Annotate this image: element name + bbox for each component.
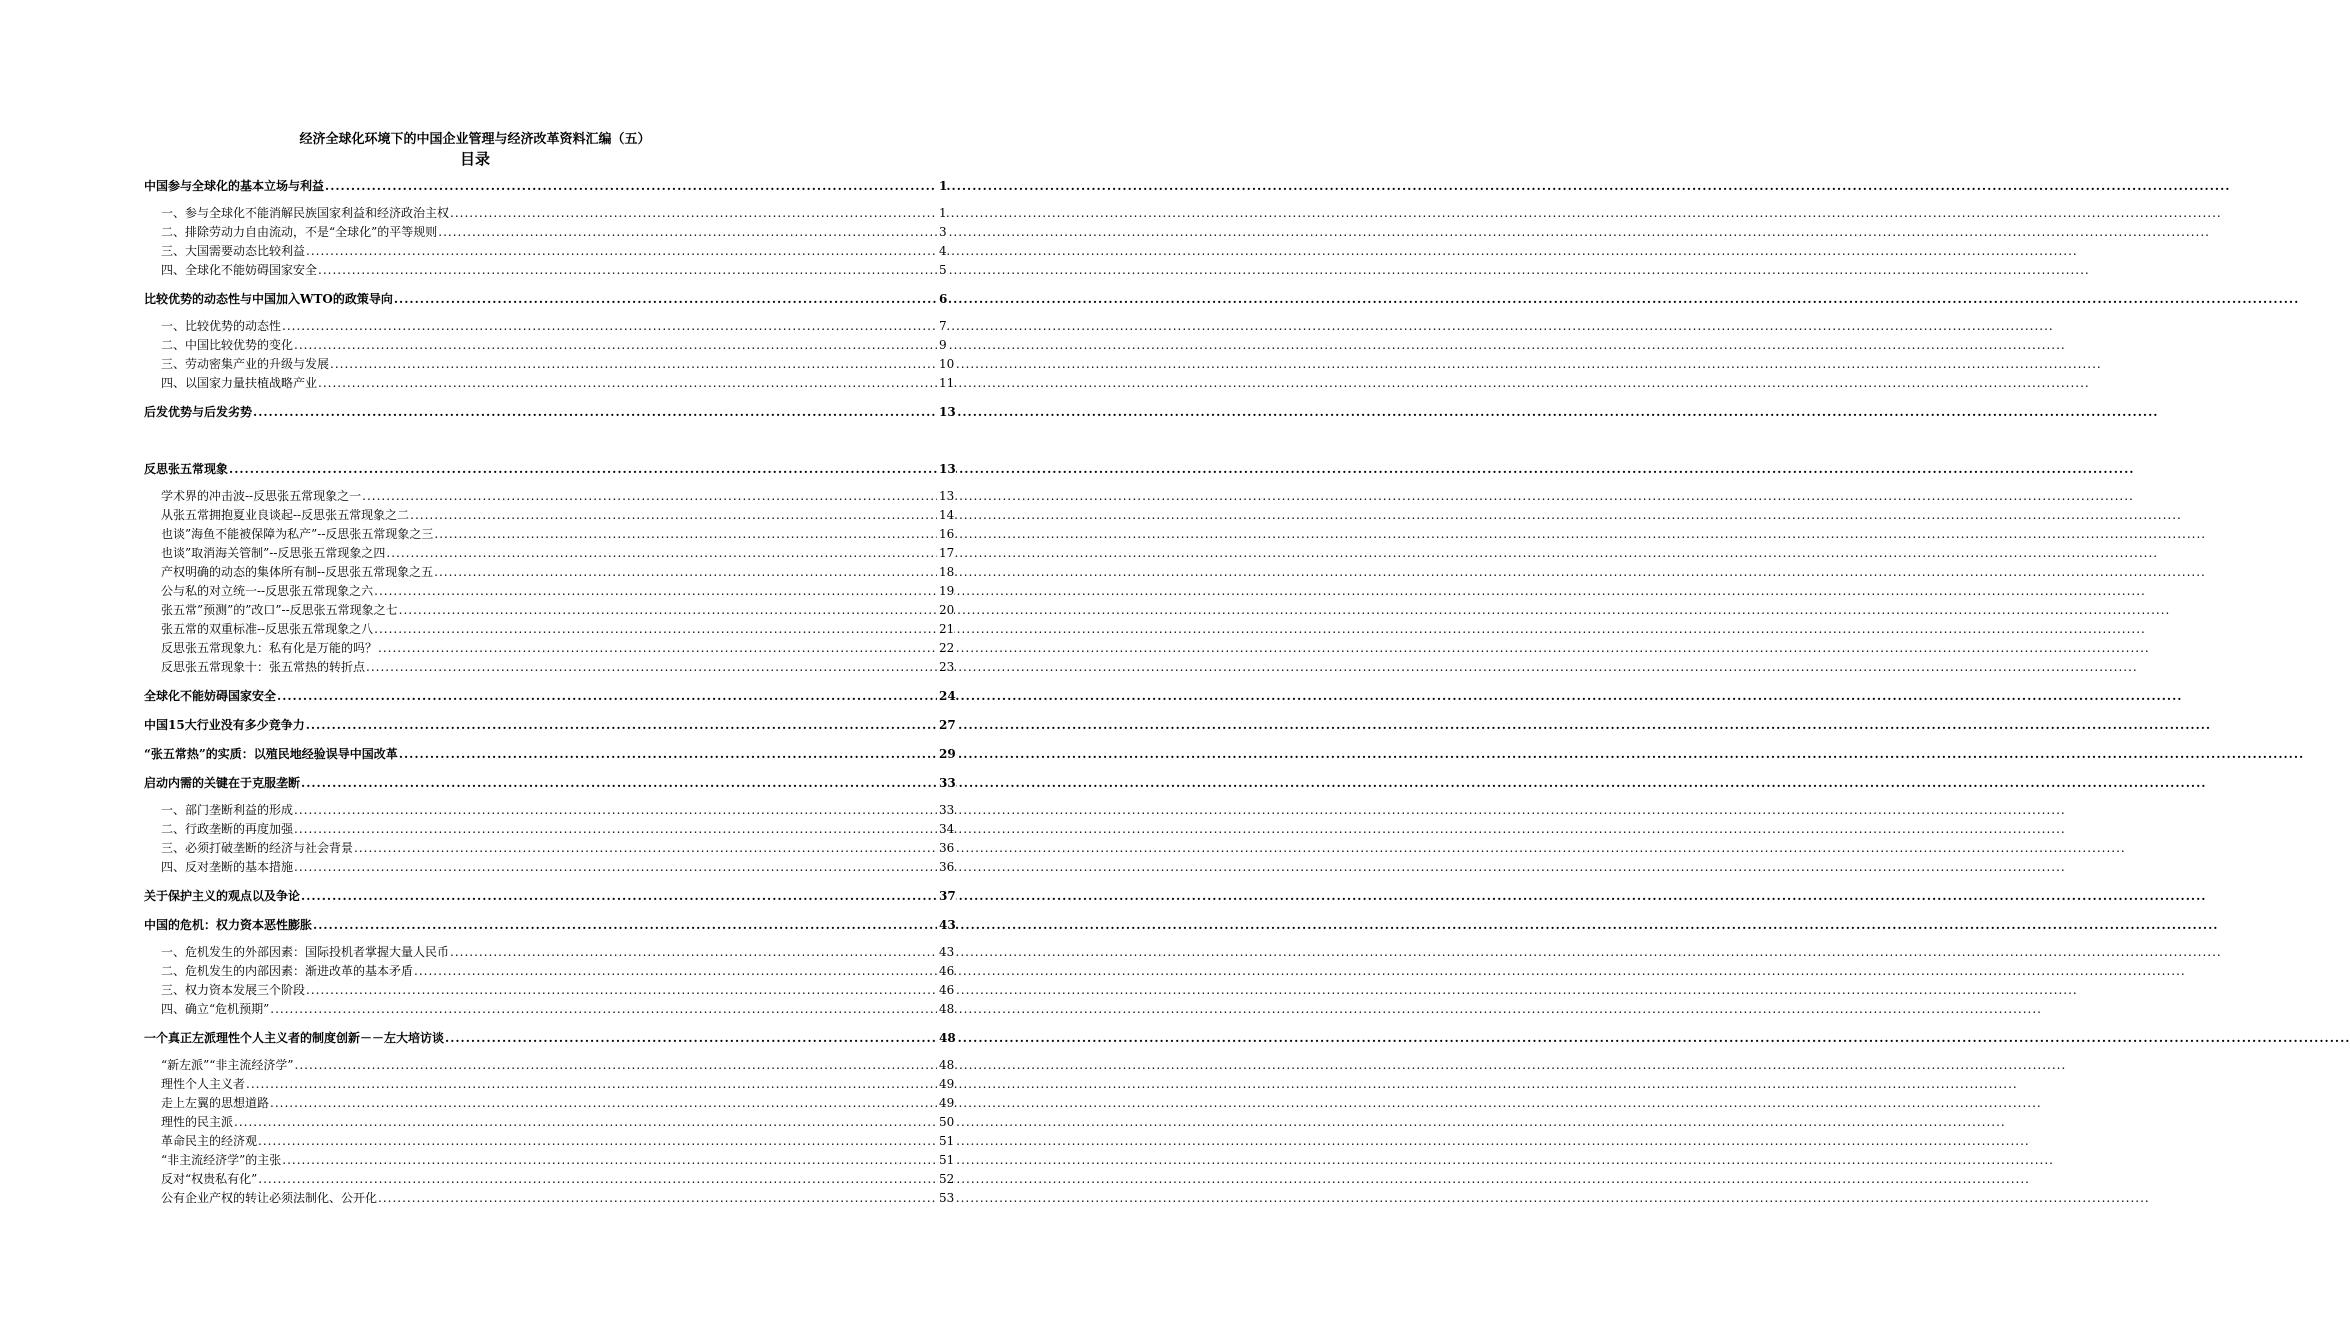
toc-page-number: 53 xyxy=(937,1189,954,1208)
toc-dot-leader xyxy=(294,801,2066,820)
toc-page-number: 29 xyxy=(937,745,956,764)
toc-page-number: 51 xyxy=(937,1151,954,1170)
toc-entry-label: 一个真正左派理性个人主义者的制度创新－－左大培访谈 xyxy=(144,1031,445,1045)
toc-section-entry[interactable] xyxy=(144,204,1004,223)
toc-page-number: 13 xyxy=(937,403,956,422)
toc-dot-leader xyxy=(399,601,2171,620)
toc-section-entry[interactable] xyxy=(144,261,1004,280)
toc-dot-leader xyxy=(234,1113,2006,1132)
toc-dot-leader xyxy=(294,820,2066,839)
toc-section-entry[interactable] xyxy=(144,355,1004,374)
toc-entry-label: 比较优势的动态性与中国加入WTO的政策导向 xyxy=(144,292,393,306)
toc-dot-leader xyxy=(306,981,2078,1000)
toc-section-entry[interactable] xyxy=(144,801,1004,820)
toc-chapter-entry[interactable] xyxy=(144,916,1004,935)
toc-page-number: 22 xyxy=(937,639,954,658)
toc-page-number: 33 xyxy=(937,774,956,793)
toc-page-number: 1 xyxy=(937,177,947,196)
toc-entry-label: 二、排除劳动力自由流动，不是“全球化”的平等规则 xyxy=(161,225,438,239)
toc-page-number: 49 xyxy=(937,1075,954,1094)
toc-entry-label: 中国的危机：权力资本恶性膨胀 xyxy=(144,918,313,932)
toc-section-entry[interactable] xyxy=(144,639,1004,658)
toc-section-entry[interactable] xyxy=(144,1094,1004,1113)
toc-section-entry[interactable] xyxy=(144,658,1004,677)
toc-entry-label: 三、劳动密集产业的升级与发展 xyxy=(161,357,330,371)
toc-page-number: 21 xyxy=(937,620,954,639)
toc-entry-label: 四、以国家力量扶植战略产业 xyxy=(161,376,318,390)
toc-page-number: 16 xyxy=(937,525,954,544)
toc-entry-label: “新左派”“非主流经济学” xyxy=(161,1058,294,1072)
toc-dot-leader xyxy=(362,487,2134,506)
toc-page-number: 18 xyxy=(937,563,954,582)
toc-section-entry[interactable] xyxy=(144,943,1004,962)
toc-dot-leader xyxy=(270,1000,2042,1019)
toc-section-entry[interactable] xyxy=(144,1113,1004,1132)
toc-page-number: 48 xyxy=(937,1056,954,1075)
toc-page-number: 13 xyxy=(937,487,954,506)
toc-dot-leader xyxy=(374,620,2146,639)
toc-entry-label: 四、反对垄断的基本措施 xyxy=(161,860,294,874)
toc-dot-leader xyxy=(282,1151,2054,1170)
toc-entry-label: 四、全球化不能妨碍国家安全 xyxy=(161,263,318,277)
toc-page-number: 36 xyxy=(937,839,954,858)
toc-dot-leader xyxy=(434,563,2206,582)
toc-chapter-entry[interactable] xyxy=(144,687,1004,706)
toc-dot-leader xyxy=(386,544,2158,563)
toc-section-entry[interactable] xyxy=(144,544,1004,563)
toc-entry-label: 关于保护主义的观点以及争论 xyxy=(144,889,301,903)
toc-entry-label: 一、部门垄断利益的形成 xyxy=(161,803,294,817)
toc-entry-label: 公有企业产权的转让必须法制化、公开化 xyxy=(161,1191,378,1205)
toc-dot-leader xyxy=(318,261,2090,280)
toc-chapter-entry[interactable] xyxy=(144,403,1004,422)
toc-dot-leader xyxy=(325,177,2230,196)
toc-dot-leader xyxy=(301,774,2206,793)
toc-page-number: 51 xyxy=(937,1132,954,1151)
toc-dot-leader xyxy=(378,1189,2150,1208)
toc-dot-leader xyxy=(306,716,2211,735)
toc-entry-label: 理性的民主派 xyxy=(161,1115,234,1129)
toc-dot-leader xyxy=(294,336,2066,355)
toc-entry-label: 走上左翼的思想道路 xyxy=(161,1096,270,1110)
toc-section-entry[interactable] xyxy=(144,506,1004,525)
toc-page-number: 6 xyxy=(937,290,947,309)
toc-dot-leader xyxy=(378,639,2150,658)
toc-section-entry[interactable] xyxy=(144,1056,1004,1075)
toc-entry-label: 理性个人主义者 xyxy=(161,1077,246,1091)
toc-dot-leader xyxy=(434,525,2206,544)
toc-page-number: 27 xyxy=(937,716,956,735)
toc-page-number: 34 xyxy=(937,820,954,839)
toc-section-entry[interactable] xyxy=(144,1151,1004,1170)
toc-chapter-entry[interactable] xyxy=(144,460,1004,479)
toc-page-number: 50 xyxy=(937,1113,954,1132)
toc-section-entry[interactable] xyxy=(144,1132,1004,1151)
toc-page-number: 3 xyxy=(937,223,947,242)
toc-entry-label: 张五常”预测”的”改口”--反思张五常现象之七 xyxy=(161,603,398,617)
toc-dot-leader xyxy=(295,1056,2067,1075)
toc-dot-leader xyxy=(313,916,2218,935)
toc-chapter-entry[interactable] xyxy=(144,1029,1004,1048)
toc-page-number: 37 xyxy=(937,887,956,906)
toc-entry-label: 三、大国需要动态比较利益 xyxy=(161,244,306,258)
toc-dot-leader xyxy=(410,506,2182,525)
toc-entry-label: 四、确立“危机预期” xyxy=(161,1002,270,1016)
toc-dot-leader xyxy=(306,242,2078,261)
toc-dot-leader xyxy=(366,658,2138,677)
toc-entry-label: 启动内需的关键在于克服垄断 xyxy=(144,776,301,790)
toc-entry-label: 一、参与全球化不能消解民族国家利益和经济政治主权 xyxy=(161,206,450,220)
toc-page-number: 10 xyxy=(937,355,954,374)
toc-entry-label: 反思张五常现象十：张五常热的转折点 xyxy=(161,660,366,674)
toc-dot-leader xyxy=(253,403,2158,422)
toc-dot-leader xyxy=(229,460,2134,479)
toc-entry-label: “张五常热”的实质：以殖民地经验误导中国改革 xyxy=(144,747,398,761)
toc-section-entry[interactable] xyxy=(144,242,1004,261)
toc-chapter-entry[interactable] xyxy=(144,887,1004,906)
toc-entry-label: 反对“权贵私有化” xyxy=(161,1172,258,1186)
toc-page-number: 48 xyxy=(937,1029,956,1048)
toc-page-number: 14 xyxy=(937,506,954,525)
toc-entry-label: 也谈”海鱼不能被保障为私产”--反思张五常现象之三 xyxy=(161,527,434,541)
toc-entry-label: 一、危机发生的外部因素：国际投机者掌握大量人民币 xyxy=(161,945,450,959)
toc-page-number: 7 xyxy=(937,317,947,336)
toc-section-entry[interactable] xyxy=(144,601,1004,620)
toc-entry-label: 全球化不能妨碍国家安全 xyxy=(144,689,277,703)
document-title: 经济全球化环境下的中国企业管理与经济改革资料汇编（五） xyxy=(299,132,651,147)
toc-chapter-entry[interactable] xyxy=(144,290,1004,309)
toc-section-entry[interactable] xyxy=(144,487,1004,506)
toc-heading: 目录 xyxy=(459,150,490,168)
toc-section-entry[interactable] xyxy=(144,1075,1004,1094)
toc-dot-leader xyxy=(258,1132,2030,1151)
toc-dot-leader xyxy=(294,858,2066,877)
toc-section-entry[interactable] xyxy=(144,525,1004,544)
toc-chapter-entry[interactable] xyxy=(144,774,1004,793)
toc-dot-leader xyxy=(277,687,2182,706)
toc-dot-leader xyxy=(282,317,2054,336)
toc-page-number: 23 xyxy=(937,658,954,677)
toc-page-number: 43 xyxy=(937,943,954,962)
toc-page-number: 52 xyxy=(937,1170,954,1189)
toc-page-number: 24 xyxy=(937,687,956,706)
toc-dot-leader xyxy=(450,204,2222,223)
toc-section-entry[interactable] xyxy=(144,620,1004,639)
toc-page-number: 48 xyxy=(937,1000,954,1019)
toc-entry-label: “非主流经济学”的主张 xyxy=(161,1153,282,1167)
toc-page-number: 49 xyxy=(937,1094,954,1113)
toc-entry-label: 后发优势与后发劣势 xyxy=(144,405,253,419)
toc-page-number: 1 xyxy=(937,204,947,223)
toc-entry-label: 学术界的冲击波--反思张五常现象之一 xyxy=(161,489,362,503)
toc-entry-label: 中国15大行业没有多少竞争力 xyxy=(144,718,305,732)
toc-dot-leader xyxy=(258,1170,2030,1189)
toc-page-number: 20 xyxy=(937,601,954,620)
toc-dot-leader xyxy=(394,290,2299,309)
toc-page-number: 46 xyxy=(937,962,954,981)
toc-dot-leader xyxy=(301,887,2206,906)
toc-entry-label: 三、必须打破垄断的经济与社会背景 xyxy=(161,841,354,855)
toc-entry-label: 反思张五常现象九：私有化是万能的吗？ xyxy=(161,641,378,655)
table-of-contents xyxy=(144,177,1004,1208)
toc-dot-leader xyxy=(270,1094,2042,1113)
toc-section-entry[interactable] xyxy=(144,1189,1004,1208)
toc-entry-label: 反思张五常现象 xyxy=(144,462,229,476)
toc-entry-label: 张五常的双重标准--反思张五常现象之八 xyxy=(161,622,374,636)
toc-section-entry[interactable] xyxy=(144,223,1004,242)
toc-chapter-entry[interactable] xyxy=(144,177,1004,196)
toc-entry-label: 从张五常拥抱夏业良谈起--反思张五常现象之二 xyxy=(161,508,410,522)
toc-entry-label: 二、中国比较优势的变化 xyxy=(161,338,294,352)
toc-entry-label: 一、比较优势的动态性 xyxy=(161,319,282,333)
toc-entry-label: 三、权力资本发展三个阶段 xyxy=(161,983,306,997)
toc-page-number: 11 xyxy=(937,374,954,393)
toc-dot-leader xyxy=(399,745,2304,764)
toc-dot-leader xyxy=(318,374,2090,393)
toc-section-entry[interactable] xyxy=(144,582,1004,601)
toc-page-number: 13 xyxy=(937,460,956,479)
toc-section-entry[interactable] xyxy=(144,962,1004,981)
toc-dot-leader xyxy=(354,839,2126,858)
toc-dot-leader xyxy=(246,1075,2018,1094)
toc-entry-label: 公与私的对立统一--反思张五常现象之六 xyxy=(161,584,374,598)
toc-chapter-entry[interactable] xyxy=(144,716,1004,735)
toc-chapter-entry[interactable] xyxy=(144,745,1004,764)
document-page xyxy=(0,0,956,1344)
toc-section-entry[interactable] xyxy=(144,820,1004,839)
toc-section-entry[interactable] xyxy=(144,1170,1004,1189)
toc-dot-leader xyxy=(438,223,2210,242)
toc-section-entry[interactable] xyxy=(144,563,1004,582)
toc-dot-leader xyxy=(330,355,2102,374)
toc-section-entry[interactable] xyxy=(144,1000,1004,1019)
toc-dot-leader xyxy=(414,962,2186,981)
toc-entry-label: 二、行政垄断的再度加强 xyxy=(161,822,294,836)
toc-page-number: 4 xyxy=(937,242,947,261)
toc-entry-label: 中国参与全球化的基本立场与利益 xyxy=(144,179,325,193)
toc-entry-label: 产权明确的动态的集体所有制--反思张五常现象之五 xyxy=(161,565,434,579)
toc-dot-leader xyxy=(450,943,2222,962)
toc-page-number: 43 xyxy=(937,916,956,935)
toc-page-number: 36 xyxy=(937,858,954,877)
toc-page-number: 19 xyxy=(937,582,954,601)
toc-entry-label: 革命民主的经济观 xyxy=(161,1134,258,1148)
toc-section-entry[interactable] xyxy=(144,839,1004,858)
toc-section-entry[interactable] xyxy=(144,336,1004,355)
toc-section-entry[interactable] xyxy=(144,374,1004,393)
toc-page-number: 46 xyxy=(937,981,954,1000)
toc-section-entry[interactable] xyxy=(144,858,1004,877)
toc-section-entry[interactable] xyxy=(144,981,1004,1000)
toc-page-number: 17 xyxy=(937,544,954,563)
toc-entry-label: 也谈”取消海关管制”--反思张五常现象之四 xyxy=(161,546,386,560)
toc-dot-leader xyxy=(445,1029,2350,1048)
toc-dot-leader xyxy=(374,582,2146,601)
toc-section-entry[interactable] xyxy=(144,317,1004,336)
toc-entry-label: 二、危机发生的内部因素：渐进改革的基本矛盾 xyxy=(161,964,414,978)
toc-page-number: 9 xyxy=(937,336,947,355)
toc-page-number: 5 xyxy=(937,261,947,280)
toc-page-number: 33 xyxy=(937,801,954,820)
